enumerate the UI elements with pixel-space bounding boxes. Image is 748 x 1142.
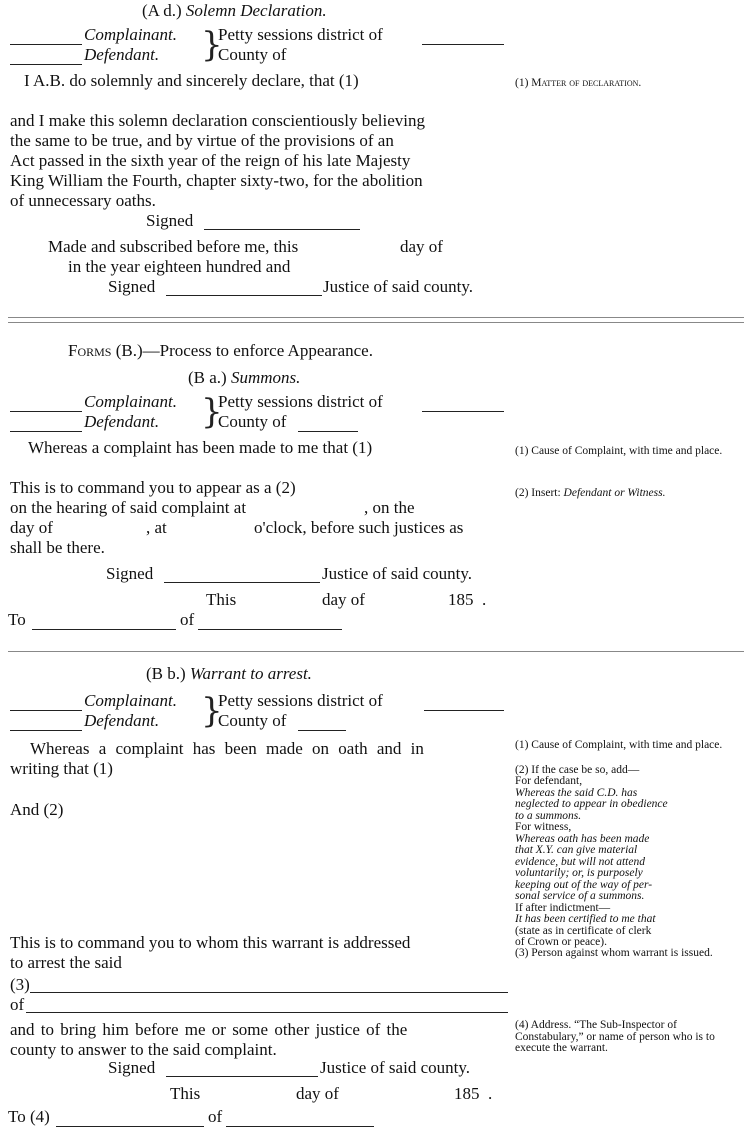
ba-complainant-label: Complainant. [84, 392, 178, 411]
bb-note-2-line: For defendant, [515, 775, 583, 787]
bb-day-of: day of [296, 1084, 339, 1103]
ba-command-2a: on the hearing of said complaint at [10, 498, 247, 517]
ad-body-line: the same to be true, and by virtue of the provisions of an [10, 131, 394, 150]
ba-defendant-label: Defendant. [84, 412, 160, 431]
bb-county-blank [298, 730, 346, 731]
ba-defendant-blank [10, 431, 82, 432]
ba-whereas: Whereas a complaint has been made to me that (1) [28, 438, 373, 457]
bb-marker-3: (3) [10, 975, 30, 994]
bb-command-1: This is to command you to whom this warrant is addressed [10, 933, 411, 952]
bb-note-2-line: evidence, but will not attend [515, 856, 645, 868]
bb-county-of: County of [218, 711, 287, 730]
ba-signed: Signed [106, 564, 154, 583]
ad-heading [142, 1, 327, 21]
bb-note-2-line: For witness, [515, 821, 572, 833]
ad-defendant-label: Defendant. [84, 45, 160, 64]
ba-command-2b: , on the [364, 498, 415, 517]
ba-note-2-italic: Defendant or Witness. [563, 487, 666, 499]
ba-year-text: 185 [448, 590, 474, 609]
ba-heading [188, 368, 300, 388]
ad-heading-prefix: (A d.) [142, 1, 182, 20]
bb-person-blank [30, 992, 508, 993]
bb-to: To (4) [8, 1107, 50, 1126]
ba-command-3b: , at [146, 518, 167, 537]
bb-bring-1: and to bring him before me or some other justice of the [10, 1020, 408, 1039]
divider [8, 317, 744, 318]
bb-whereas-1: Whereas a complaint has been made on oath and in [30, 739, 424, 758]
ad-defendant-blank [10, 64, 82, 65]
ba-county-blank [298, 431, 358, 432]
ad-in-year: in the year eighteen hundred and [68, 257, 291, 276]
ba-note-2-prefix: (2) Insert: [515, 487, 561, 499]
ad-body-line: of unnecessary oaths. [10, 191, 156, 210]
ba-command-3c: o'clock, before such justices as [254, 518, 464, 537]
ad-signed: Signed [146, 211, 194, 230]
ba-to: To [8, 610, 26, 629]
bb-command-2: to arrest the said [10, 953, 122, 972]
bb-note-2-line: (state as in certificate of clerk [515, 925, 652, 937]
ad-county-of: County of [218, 45, 287, 64]
bb-note-1: (1) Cause of Complaint, with time and place. [515, 739, 723, 751]
ad-note-1: (1) Matter of declaration. [515, 77, 642, 89]
ba-year: 185 . [448, 590, 487, 609]
bb-and-2: And (2) [10, 800, 64, 819]
bb-heading [146, 664, 312, 684]
bb-of-blank [26, 1012, 508, 1013]
ad-body-line: King William the Fourth, chapter sixty-two, for the abolition [10, 171, 423, 190]
ba-to-blank [32, 629, 176, 630]
ba-command-3a: day of [10, 518, 53, 537]
bb-note-2-line: voluntarily; or, is purposely [515, 867, 643, 879]
bb-note-2-line: neglected to appear in obedience [515, 798, 668, 810]
ba-heading-prefix: (B a.) [188, 368, 227, 387]
bb-complainant-label: Complainant. [84, 691, 178, 710]
bb-this: This [170, 1084, 201, 1103]
ad-body-line: Act passed in the sixth year of the reign of his late Majesty [10, 151, 411, 170]
bb-district-blank [424, 710, 504, 711]
ba-command-4: shall be there. [10, 538, 105, 557]
ad-complainant-blank [10, 44, 82, 45]
bb-heading-prefix: (B b.) [146, 664, 186, 683]
bb-defendant-label: Defendant. [84, 711, 160, 730]
ad-petty-sessions: Petty sessions district of [218, 25, 383, 44]
bb-petty-sessions: Petty sessions district of [218, 691, 383, 710]
ad-declare-line: I A.B. do solemnly and sincerely declare, that (1) [24, 71, 359, 90]
ad-body-line: and I make this solemn declaration conscientiously believing [10, 111, 425, 130]
ba-of-blank [198, 629, 342, 630]
ba-note-1: (1) Cause of Complaint, with time and place. [515, 445, 723, 457]
bb-justice-label: Justice of said county. [320, 1058, 470, 1077]
ad-justice-label: Justice of said county. [323, 277, 473, 296]
forms-b-heading [68, 341, 373, 361]
bb-signed: Signed [108, 1058, 156, 1077]
bb-note-2-line: of Crown or peace). [515, 936, 607, 948]
bb-of-blank [226, 1126, 374, 1127]
ad-heading-title: Solemn Declaration. [185, 1, 327, 20]
ba-this: This [206, 590, 237, 609]
divider [8, 322, 744, 323]
bb-defendant-blank [10, 730, 82, 731]
bb-note-2-line: Whereas oath has been made [515, 833, 650, 845]
ba-note-2 [515, 488, 737, 500]
divider [8, 651, 744, 652]
bb-complainant-blank [10, 710, 82, 711]
bb-note-2-line: If after indictment— [515, 902, 611, 914]
bb-brace: } [201, 691, 223, 731]
bb-heading-title: Warrant to arrest. [189, 664, 312, 683]
bb-note-2-line: that X.Y. can give material [515, 844, 638, 856]
bb-to-blank [56, 1126, 204, 1127]
bb-year-text: 185 [454, 1084, 480, 1103]
ad-brace: } [201, 25, 223, 65]
ba-command-1: This is to command you to appear as a (2) [10, 478, 296, 497]
ad-day-of: day of [400, 237, 443, 256]
ba-of: of [180, 610, 195, 629]
bb-note-2-line: (2) If the case be so, add— [515, 764, 640, 776]
ba-day-of: day of [322, 590, 365, 609]
ba-signed-blank [164, 582, 320, 583]
bb-year: 185 . [454, 1084, 493, 1103]
bb-of-line: of [10, 995, 25, 1014]
ba-heading-title: Summons. [230, 368, 301, 387]
ad-made-before: Made and subscribed before me, this [48, 237, 299, 256]
bb-note-2-line: sonal service of a summons. [515, 890, 645, 902]
ad-justice-signed: Signed [108, 277, 156, 296]
bb-note-2-line: Whereas the said C.D. has [515, 787, 638, 799]
bb-note-2-line: It has been certified to me that [515, 913, 656, 925]
ad-complainant-label: Complainant. [84, 25, 178, 44]
ad-signed-blank [204, 229, 360, 230]
bb-note-2-line: keeping out of the way of per- [515, 879, 653, 891]
bb-of: of [208, 1107, 223, 1126]
ad-district-blank [422, 44, 504, 45]
ba-petty-sessions: Petty sessions district of [218, 392, 383, 411]
bb-bring-2: county to answer to the said complaint. [10, 1040, 277, 1059]
bb-whereas-2: writing that (1) [10, 759, 113, 778]
ba-justice-label: Justice of said county. [322, 564, 472, 583]
ba-brace: } [201, 392, 223, 432]
forms-label: Forms [68, 341, 112, 360]
bb-note-4: (4) Address. “The Sub-Inspector of Constabulary,” or name of person who is to execute the warrant. [515, 1019, 715, 1054]
bb-note-3: (3) Person against whom warrant is issued. [515, 947, 713, 959]
ba-district-blank [422, 411, 504, 412]
bb-note-2-line: to a summons. [515, 810, 582, 822]
ba-complainant-blank [10, 411, 82, 412]
forms-title: (B.)—Process to enforce Appearance. [115, 341, 373, 360]
bb-signed-blank [166, 1076, 318, 1077]
ba-county-of: County of [218, 412, 287, 431]
ad-justice-blank [166, 295, 322, 296]
